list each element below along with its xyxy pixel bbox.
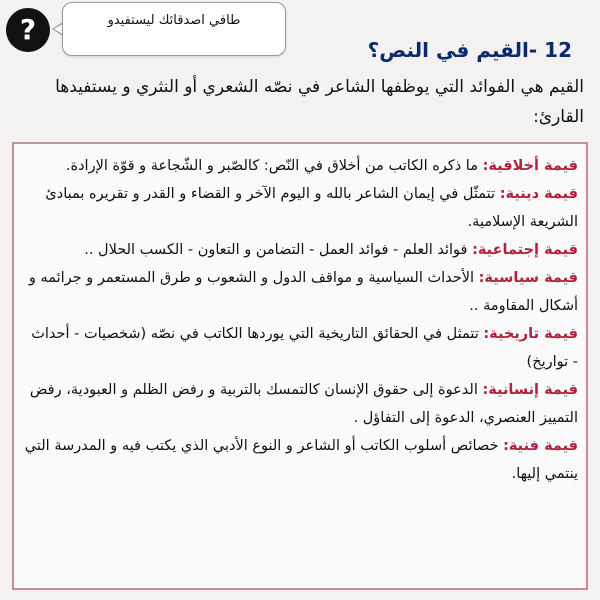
value-text: فوائد العلم - فوائد العمل - التضامن و التعاون - الكسب الحلال .. — [84, 242, 468, 258]
value-text: الأحداث السياسية و مواقف الدول و الشعوب و طرق المستعمر و جرائمه و أشكال المقاومة .. — [28, 270, 578, 314]
value-item-religious — [22, 180, 578, 236]
value-text: تتمثّل في إيمان الشاعر بالله و اليوم الآخر و القضاء و القدر و تقريره بمبادئ الشريعة الإسلامية. — [45, 186, 578, 230]
value-label: قيمة فنية: — [503, 438, 578, 454]
value-label: قيمة دينية: — [499, 186, 578, 202]
value-label: قيمة أخلاقية: — [482, 158, 578, 174]
speech-bubble: طافي اصدقائك ليستفيدو — [62, 2, 286, 56]
value-text: ما ذكره الكاتب من أخلاق في النّص: كالصّبر و الشّجاعة و قوّة الإرادة. — [65, 158, 478, 174]
section-heading: 12 -القيم في النص؟ — [367, 38, 572, 62]
value-label: قيمة إجتماعية: — [472, 242, 578, 258]
intro-paragraph: القيم هي الفوائد التي يوظفها الشاعر في نصّه الشعري أو النثري و يستفيدها القارئ: — [55, 77, 584, 127]
value-item-humanitarian — [22, 376, 578, 432]
question-mark-badge: ? — [6, 8, 50, 52]
value-text: الدعوة إلى حقوق الإنسان كالتمسك بالتربية و رفض الظلم و العبودية، رفض التمييز العنصري، الدعوة إلى التفاؤل . — [29, 382, 578, 426]
value-item-historical — [22, 320, 578, 376]
value-label: قيمة تاريخية: — [483, 326, 578, 342]
value-label: قيمة إنسانية: — [482, 382, 578, 398]
value-item-moral — [22, 152, 578, 180]
value-item-artistic — [22, 432, 578, 488]
values-box — [12, 142, 588, 590]
value-item-social — [22, 236, 578, 264]
value-item-political — [22, 264, 578, 320]
value-text: تتمثل في الحقائق التاريخية التي يوردها الكاتب في نصّه (شخصيات - أحداث - تواريخ) — [31, 326, 578, 370]
value-text: خصائص أسلوب الكاتب أو الشاعر و النوع الأدبي الذي يكتب فيه و المدرسة التي ينتمي إليها. — [24, 438, 578, 482]
value-label: قيمة سياسية: — [478, 270, 578, 286]
